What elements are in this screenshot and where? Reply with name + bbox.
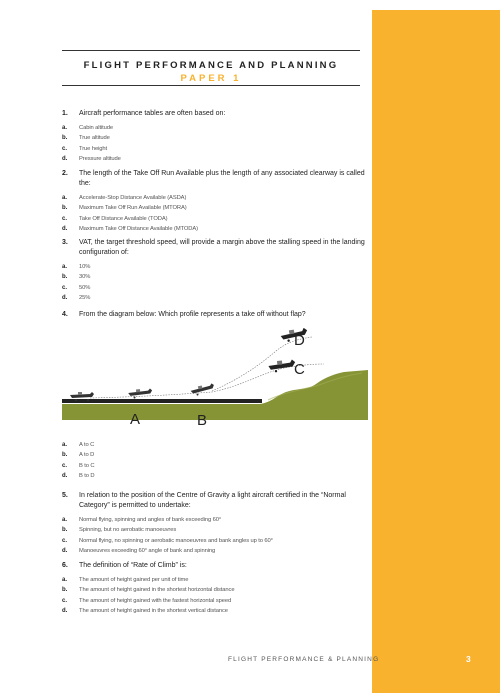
option-letter: b. xyxy=(62,452,68,459)
question-5 xyxy=(62,491,366,556)
option-text: True altitude xyxy=(79,135,110,142)
grass-terrain xyxy=(62,370,368,420)
question-number: 1. xyxy=(62,110,68,117)
footer-title: FLIGHT PERFORMANCE & PLANNING xyxy=(228,656,380,663)
question-number: 5. xyxy=(62,492,68,499)
option-text: Manoeuvres exceeding 60° angle of bank and spinning xyxy=(79,548,216,555)
option-letter: c. xyxy=(62,537,68,544)
option-letter: d. xyxy=(62,156,68,163)
option-text: True height xyxy=(79,145,108,152)
runway xyxy=(62,399,262,403)
aircraft-2 xyxy=(128,388,153,399)
option-text: B to C xyxy=(79,462,95,469)
option-text: Maximum Take Off Run Available (MTORA) xyxy=(79,205,187,212)
option-letter: d. xyxy=(62,226,68,233)
option-text: The amount of height gained per unit of time xyxy=(79,577,189,584)
option-c xyxy=(62,214,366,224)
question-text: In relation to the position of the Centre of Gravity a light aircraft certified in the “Normal Category” is permitted to undertake: xyxy=(79,492,346,509)
option-text: B to D xyxy=(79,473,95,480)
label-d: D xyxy=(294,332,305,349)
option-text: Take Off Distance Available (TODA) xyxy=(79,215,168,222)
question-number: 2. xyxy=(62,170,68,177)
page-title: FLIGHT PERFORMANCE AND PLANNING xyxy=(83,60,339,71)
page-header xyxy=(62,50,360,86)
takeoff-profile-diagram xyxy=(62,328,368,438)
question-text: The length of the Take Off Run Available plus the length of any associated clearway is called the: xyxy=(79,170,365,187)
aircraft-3 xyxy=(190,383,215,397)
option-a xyxy=(62,575,366,585)
option-b xyxy=(62,203,366,213)
question-text: From the diagram below: Which profile represents a take off without flap? xyxy=(79,311,306,318)
question-text: VAT, the target threshold speed, will provide a margin above the stalling speed in the landing configuration of: xyxy=(79,239,365,256)
option-text: The amount of height gained in the shortest vertical distance xyxy=(79,608,228,615)
option-c xyxy=(62,461,366,471)
question-text: The definition of “Rate of Climb” is: xyxy=(79,562,187,569)
option-letter: d. xyxy=(62,608,68,615)
option-b xyxy=(62,525,366,535)
top-white-strip xyxy=(372,0,500,10)
option-letter: b. xyxy=(62,527,68,534)
paper-label: PAPER 1 xyxy=(180,73,242,84)
option-a xyxy=(62,440,366,450)
option-a xyxy=(62,515,366,525)
option-c xyxy=(62,596,366,606)
option-d xyxy=(62,606,366,616)
option-text: A to D xyxy=(79,452,95,459)
orange-side-band xyxy=(372,10,500,693)
option-text: 25% xyxy=(79,295,91,302)
question-text: Aircraft performance tables are often based on: xyxy=(79,110,226,117)
option-text: Normal flying, spinning and angles of bank exceeding 60° xyxy=(79,517,222,524)
option-letter: a. xyxy=(62,442,68,449)
question-6 xyxy=(62,561,366,616)
option-text: 50% xyxy=(79,284,91,291)
question-3 xyxy=(62,238,366,303)
option-letter: a. xyxy=(62,577,68,584)
option-b xyxy=(62,272,366,282)
option-letter: d. xyxy=(62,473,68,480)
aircraft-c xyxy=(268,359,296,373)
option-text: Pressure altitude xyxy=(79,156,121,163)
option-letter: c. xyxy=(62,597,68,604)
option-letter: b. xyxy=(62,274,68,281)
option-text: A to C xyxy=(79,442,95,449)
option-text: The amount of height gained with the fastest horizontal speed xyxy=(79,597,232,604)
option-text: The amount of height gained in the shortest horizontal distance xyxy=(79,587,235,594)
option-b xyxy=(62,585,366,595)
option-d xyxy=(62,471,366,481)
option-b xyxy=(62,133,366,143)
option-text: Accelerate-Stop Distance Available (ASDA) xyxy=(79,195,187,202)
label-c: C xyxy=(294,361,305,378)
question-4 xyxy=(62,310,366,320)
option-c xyxy=(62,536,366,546)
option-letter: b. xyxy=(62,205,68,212)
option-letter: a. xyxy=(62,195,68,202)
diagram-svg xyxy=(62,328,368,438)
option-letter: c. xyxy=(62,284,68,291)
label-b: B xyxy=(197,412,208,429)
label-a: A xyxy=(130,411,141,428)
option-letter: c. xyxy=(62,145,68,152)
question-1 xyxy=(62,109,366,164)
option-text: 30% xyxy=(79,274,91,281)
option-d xyxy=(62,154,366,164)
option-d xyxy=(62,546,366,556)
option-text: Cabin altitude xyxy=(79,125,114,132)
option-letter: c. xyxy=(62,462,68,469)
option-d xyxy=(62,293,366,303)
option-a xyxy=(62,262,366,272)
question-number: 6. xyxy=(62,562,68,569)
option-letter: d. xyxy=(62,295,68,302)
option-text: Maximum Take Off Distance Available (MTODA) xyxy=(79,226,198,233)
option-text: Normal flying, no spinning or aerobatic manoeuvres and bank angles up to 60° xyxy=(79,537,273,544)
option-a xyxy=(62,193,366,203)
option-letter: c. xyxy=(62,215,68,222)
option-d xyxy=(62,224,366,234)
option-text: Spinning, but no aerobatic manoeuvres xyxy=(79,527,177,534)
question-number: 3. xyxy=(62,239,68,246)
option-a xyxy=(62,123,366,133)
question-4-options xyxy=(62,440,366,481)
option-letter: b. xyxy=(62,587,68,594)
option-letter: d. xyxy=(62,548,68,555)
option-letter: b. xyxy=(62,135,68,142)
question-2 xyxy=(62,169,366,234)
option-c xyxy=(62,144,366,154)
option-c xyxy=(62,283,366,293)
page-number: 3 xyxy=(466,654,471,664)
option-text: 10% xyxy=(79,264,91,271)
option-letter: a. xyxy=(62,517,68,524)
option-letter: a. xyxy=(62,264,68,271)
question-number: 4. xyxy=(62,311,68,318)
option-b xyxy=(62,450,366,460)
option-letter: a. xyxy=(62,125,68,132)
